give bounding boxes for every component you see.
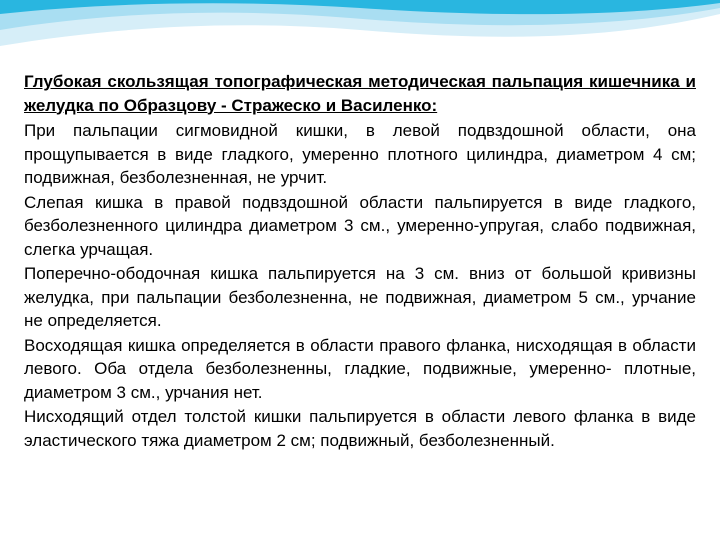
paragraph-cecum: Слепая кишка в правой подвздошной области пальпируется в виде гладкого, безболезненного цилиндра диаметром 3 см., умеренно-упругая, слабо подвижная, слегка урчащая.: [24, 192, 696, 259]
paragraph-ascending-descending: Восходящая кишка определяется в области правого фланка, нисходящая в области левого. Оба отдела безболезненны, гладкие, подвижные, умеренно- плотные, диаметром 3 см., урчания нет.: [24, 335, 696, 402]
slide-title: Глубокая скользящая топографическая методическая пальпация кишечника и желудка по Образцову - Стражеско и Василенко:: [24, 72, 696, 115]
paragraph-descending: Нисходящий отдел толстой кишки пальпируется в области левого фланка в виде эластического тяжа диаметром 2 см; подвижный, безболезненный.: [24, 407, 696, 450]
paragraph-sigmoid: При пальпации сигмовидной кишки, в левой подвздошной области, она прощупывается в виде гладкого, умеренно плотного цилиндра, диаметром 4 см; подвижная, безболезненная, не урчит.: [24, 121, 696, 187]
slide-body: [24, 70, 696, 453]
paragraph-transverse: Поперечно-ободочная кишка пальпируется на 3 см. вниз от большой кривизны желудка, при пальпации безболезненна, не подвижная, диаметром 5 см., урчание не определяется.: [24, 264, 696, 330]
decorative-wave-header: [0, 0, 720, 70]
